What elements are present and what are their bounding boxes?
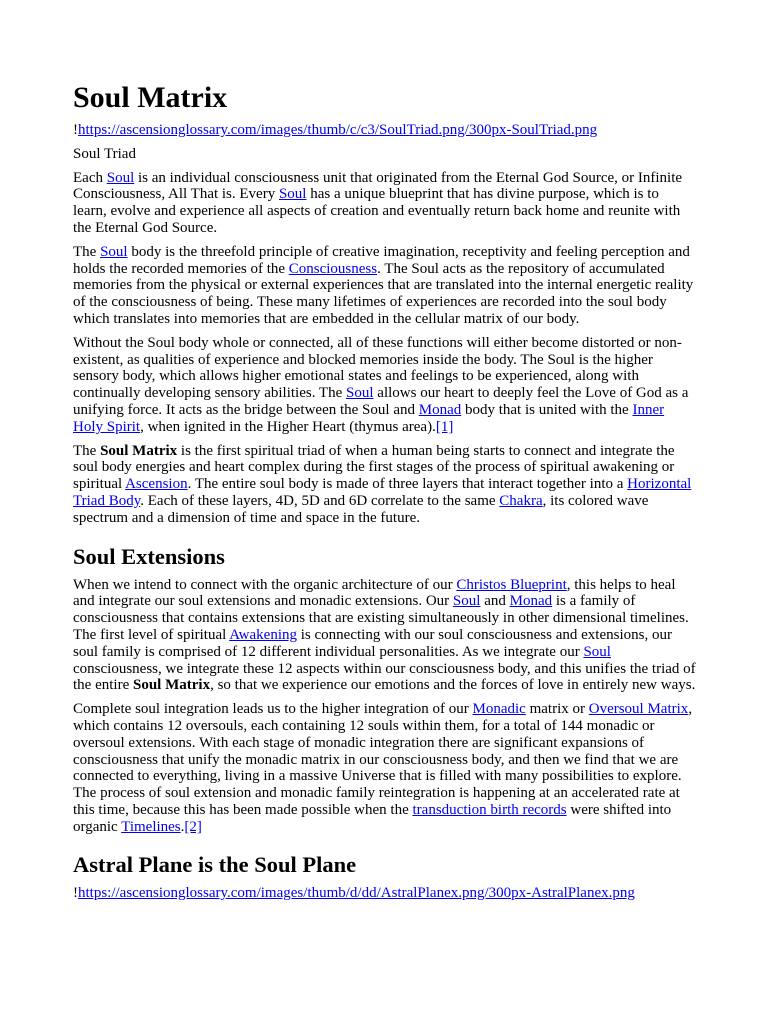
text: , this helps to heal and integrate our soul extensions and monadic extensions. Our (73, 576, 676, 610)
reference-link-2[interactable]: [2] (184, 818, 202, 835)
text: . (180, 818, 185, 835)
horizontal-triad-body-link[interactable]: Horizontal Triad Body (73, 476, 692, 509)
paragraph-soul-whole (73, 335, 696, 436)
image-link-soul-triad (73, 122, 696, 139)
text: Without the Soul body whole or connected, all of these functions will either become distorted or non-existent, as qualities of experience and blocked memories inside the body. The Soul is the higher sensory body, which allows higher emotional states and feelings to be experienced, along with continually developing sensory abilities. The (73, 334, 682, 402)
text: were shifted into organic (73, 801, 672, 835)
bold-term: Soul Matrix (132, 677, 211, 694)
section-heading-astral-plane: Astral Plane is the Soul Plane (73, 852, 357, 878)
text: , when ignited in the Higher Heart (thymus area). (140, 418, 436, 435)
text: , which contains 12 oversouls, each containing 12 souls within them, for a total of 144 monadic or oversoul extensions. With each stage of monadic integration there are significant expansions of consciousness that unify the monadic matrix in our consciousness body, and then we find that we are connected to everything, living in a massive Universe that is filled with many possibilities to explore. The process of soul extension and monadic family reintegration is happening at an accelerated rate at this time, because this has been made possible when the (73, 701, 693, 818)
text: , its colored wave spectrum and a dimension of time and space in the future. (73, 492, 649, 526)
section-heading-soul-extensions: Soul Extensions (73, 543, 225, 569)
soul-link[interactable]: Soul (100, 243, 128, 260)
monad-link[interactable]: Monad (509, 593, 553, 610)
image-bang: ! (73, 885, 78, 902)
paragraph-monadic-integration (73, 701, 696, 835)
transduction-birth-records-link[interactable]: transduction birth records (412, 801, 567, 818)
soul-link[interactable]: Soul (278, 186, 307, 203)
text: is a family of consciousness that contains extensions that are existing simultaneously in other dimensional timelines. The first level of spiritual (73, 593, 689, 643)
paragraph-soul-matrix (73, 443, 696, 527)
paragraph-soul-body (73, 244, 696, 328)
text: allows our heart to deeply feel the Love of God as a unifying force. It acts as the bridge between the Soul and (73, 385, 689, 418)
image-bang: ! (73, 122, 78, 138)
text: is connecting with our soul consciousness and extensions, our soul family is comprised of 12 different individual personalities. As we integrate our (73, 626, 672, 660)
paragraph-intro (73, 170, 696, 237)
reference-link-1[interactable]: [1] (435, 418, 454, 435)
text: consciousness, we integrate these 12 aspects within our consciousness body, and this unifies the triad of the entire (73, 660, 696, 694)
soul-link[interactable]: Soul (583, 643, 611, 660)
soul-link[interactable]: Soul (346, 385, 374, 402)
text: body that is united with the (461, 401, 633, 418)
monadic-link[interactable]: Monadic (472, 701, 526, 718)
astral-plane-image-url-link[interactable]: https://ascensionglossary.com/images/thumb/d/dd/AstralPlanex.png/300px-AstralPlanex.png (78, 885, 635, 902)
text: matrix or (525, 701, 589, 718)
ascension-link[interactable]: Ascension (125, 476, 188, 493)
christos-blueprint-link[interactable]: Christos Blueprint (456, 576, 567, 593)
inner-holy-spirit-link[interactable]: Inner Holy Spirit (73, 401, 665, 435)
text: and (480, 593, 510, 610)
paragraph-soul-extensions (73, 577, 696, 695)
text: The (73, 442, 101, 459)
oversoul-matrix-link[interactable]: Oversoul Matrix (588, 701, 689, 718)
timelines-link[interactable]: Timelines (121, 818, 181, 835)
monad-link[interactable]: Monad (418, 401, 462, 418)
text: . The entire soul body is made of three layers that interact together into a (187, 476, 628, 493)
text: Each (73, 169, 107, 186)
text: is the first spiritual triad of when a human being starts to connect and integrate the soul body energies and heart complex during the first stages of the process of spiritual awakening or spiritual (73, 442, 675, 493)
text: , so that we experience our emotions and the forces of love in entirely new ways. (210, 677, 696, 694)
chakra-link[interactable]: Chakra (499, 492, 543, 509)
soul-link[interactable]: Soul (106, 169, 135, 186)
image-link-astral-plane (73, 885, 696, 902)
awakening-link[interactable]: Awakening (229, 626, 297, 643)
soul-link[interactable]: Soul (452, 593, 481, 610)
page-title: Soul Matrix (73, 81, 228, 114)
consciousness-link[interactable]: Consciousness (288, 260, 378, 277)
text: The (73, 243, 101, 260)
text: . The Soul acts as the repository of accumulated memories from the physical or external experiences that are translated into the internal energetic reality of the consciousness of being. These many lifetimes of experiences are recorded into the soul body which translates into memories that are embedded in the cellular matrix of our body. (73, 260, 694, 327)
text: body is the threefold principle of creative imagination, receptivity and feeling perception and holds the recorded memories of the (73, 243, 690, 277)
soul-triad-image-url-link[interactable]: https://ascensionglossary.com/images/thumb/c/c3/SoulTriad.png/300px-SoulTriad.png (78, 122, 598, 138)
bold-term: Soul Matrix (100, 442, 178, 459)
text: Complete soul integration leads us to the higher integration of our (73, 701, 473, 718)
text: . Each of these layers, 4D, 5D and 6D correlate to the same (140, 492, 500, 509)
text: is an individual consciousness unit that originated from the Eternal God Source, or Infinite Consciousness, All That is. Every (73, 169, 683, 203)
image-caption: Soul Triad (73, 145, 136, 162)
text: has a unique blueprint that has divine purpose, which is to learn, evolve and experience all aspects of creation and eventually return back home and reunite with the Eternal God Source. (73, 186, 681, 236)
text: When we intend to connect with the organic architecture of our (73, 576, 457, 593)
